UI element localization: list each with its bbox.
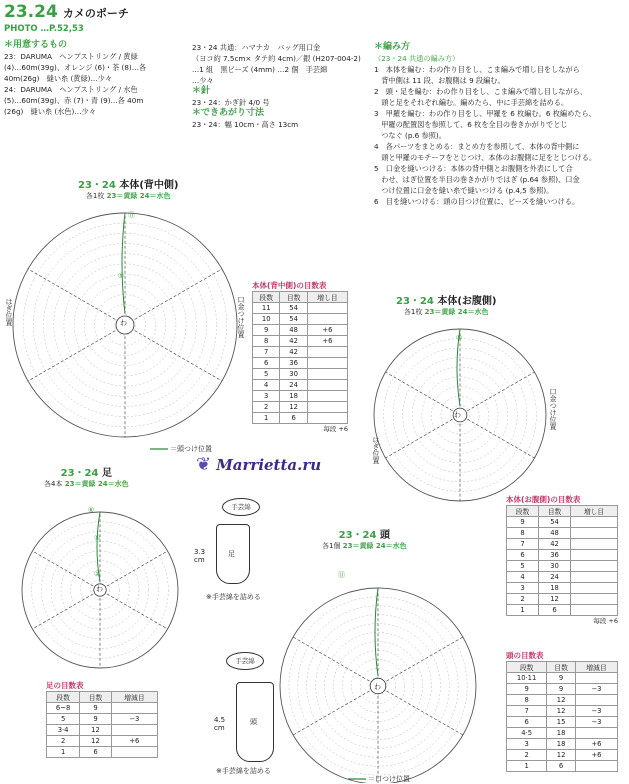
table-row: [507, 583, 618, 594]
table-header: 増し目: [571, 506, 618, 517]
table-cell: 5: [253, 369, 280, 380]
finished-size: 23・24：幅 10cm・高さ 13cm: [192, 120, 299, 129]
table-cell: 12: [80, 736, 112, 747]
table-header: 段数: [507, 506, 539, 517]
table-cell: 9: [507, 517, 539, 528]
method-step: 甲羅の配置図を参照して、6 枚を全目の巻きかがりでとじ: [374, 120, 568, 129]
increase-spoke: [135, 331, 222, 381]
table-cell: 8: [507, 695, 547, 706]
table-row: [507, 561, 618, 572]
table-cell: [111, 725, 157, 736]
table-cell: 12: [280, 402, 307, 413]
table-cell: 9: [547, 673, 576, 684]
table-cell: [571, 528, 618, 539]
table-cell: 54: [539, 517, 571, 528]
back-count-table: [252, 291, 348, 424]
table-cell: −3: [575, 717, 617, 728]
table-cell: 30: [539, 561, 571, 572]
table-cell: 6: [539, 605, 571, 616]
site-logo: [196, 454, 321, 475]
increase-spoke: [32, 551, 93, 586]
head-stuffing-bubble: 手芸綿: [226, 652, 264, 670]
ring-label: わ: [454, 411, 461, 419]
belly-table-title: 本体(お腹側)の目数表: [506, 495, 581, 504]
table-cell: +6: [575, 739, 617, 750]
table-cell: 12: [547, 695, 576, 706]
table-cell: 12: [80, 725, 112, 736]
table-row: [253, 413, 348, 424]
butterfly-icon: ❦: [196, 454, 212, 475]
table-cell: [307, 347, 347, 358]
table-header: 目数: [547, 662, 576, 673]
head-table-title: 頭の目数表: [506, 651, 544, 660]
table-cell: 3·4: [47, 725, 80, 736]
table-cell: 9: [80, 714, 112, 725]
table-row: [253, 391, 348, 402]
increase-spoke: [386, 637, 462, 681]
method-step: 頭と甲羅のモチーフをとじつけ、本体のお腹側に足をとじつける。: [374, 153, 597, 162]
table-cell: [571, 561, 618, 572]
round-start-line: [122, 213, 125, 314]
materials-line: (4)…60m(39g)、オレンジ (6)・茶 (8)…各: [4, 63, 147, 72]
table-row: [47, 725, 158, 736]
table-row: [253, 325, 348, 336]
table-header: 増し目: [307, 292, 347, 303]
table-row: [47, 714, 158, 725]
table-cell: +6: [307, 336, 347, 347]
belly-count-table: [506, 505, 618, 616]
increase-spoke: [107, 551, 168, 586]
increase-spoke: [107, 594, 168, 629]
back-diagram-title: 23・24 本体(背中側) 各1枚 23＝黄緑 24＝水色: [78, 180, 179, 200]
round-mark: ①: [94, 570, 101, 578]
table-cell: [111, 703, 157, 714]
round-mark: ⑪: [128, 211, 135, 219]
materials-heading: ＊用意するもの: [4, 40, 68, 50]
head-count-table-block: [506, 650, 618, 772]
materials-line: 23：DARUMA ヘンプストリング / 黄緑: [4, 52, 138, 61]
common-line: …少々: [192, 76, 214, 85]
table-cell: 48: [280, 325, 307, 336]
back-count-table-block: [252, 280, 348, 433]
table-cell: 5: [507, 561, 539, 572]
merged-increase-note: 毎段 +6: [593, 617, 618, 625]
table-row: [507, 605, 618, 616]
foot-diagram-title: 23・24 足 各4本 23＝黄緑 24＝水色: [44, 468, 129, 488]
table-cell: 6~8: [47, 703, 80, 714]
photo-reference: PHOTO …P.52,53: [4, 24, 84, 34]
head-count-table: [506, 661, 618, 772]
table-cell: 4: [253, 380, 280, 391]
increase-spoke: [28, 331, 115, 381]
table-cell: 36: [539, 550, 571, 561]
table-cell: 2: [253, 402, 280, 413]
table-header: 目数: [80, 692, 112, 703]
table-row: [253, 336, 348, 347]
table-cell: [307, 391, 347, 402]
table-row: [253, 347, 348, 358]
table-row: [507, 539, 618, 550]
round-mark: ⑥: [88, 506, 95, 514]
table-cell: [571, 539, 618, 550]
head-cup-dimension: 4.5 cm: [214, 716, 226, 732]
table-header: 段数: [253, 292, 280, 303]
table-row: [253, 369, 348, 380]
increase-spoke: [386, 372, 453, 411]
table-cell: 9: [507, 684, 547, 695]
table-row: [507, 684, 618, 695]
table-cell: 1: [253, 413, 280, 424]
table-header: 目数: [280, 292, 307, 303]
head-cup-note: ※手芸綿を詰める: [216, 767, 271, 775]
table-cell: [111, 747, 157, 758]
method-subheading: （23・24 共通の編み方）: [374, 54, 460, 63]
method-step: 3 甲羅を編む：わの作り目をし、甲羅を 6 枚編む。6 枚編めたら、: [374, 109, 596, 118]
table-cell: 6: [80, 747, 112, 758]
pattern-number: 23.24: [4, 2, 58, 22]
method-step: 背中側は 11 段、お腹側は 9 段編む。: [374, 76, 505, 85]
foot-stuffing-bubble: 手芸綿: [222, 498, 260, 516]
table-cell: 7: [253, 347, 280, 358]
table-cell: [307, 402, 347, 413]
back-clasp-label: 口金つけ位置: [237, 296, 245, 338]
table-cell: [571, 583, 618, 594]
belly-seam-label: はぎ位置: [372, 436, 380, 464]
foot-cup-dimension: 3.3 cm: [194, 548, 206, 564]
table-cell: −3: [111, 714, 157, 725]
increase-spoke: [293, 637, 369, 681]
foot-stuffing-cup: [216, 524, 250, 584]
table-cell: 6: [547, 761, 576, 772]
common-line: 23・24 共通：ハマナカ バッグ用口金: [192, 43, 321, 52]
table-cell: [307, 413, 347, 424]
table-cell: 30: [280, 369, 307, 380]
table-cell: 18: [280, 391, 307, 402]
table-cell: [307, 369, 347, 380]
hook-size: 23・24：かぎ針 4/0 号: [192, 98, 270, 107]
table-cell: 18: [547, 728, 576, 739]
method-step: 2 頭・足を編む：わの作り目をし、こま編みで増し目しながら、: [374, 87, 588, 96]
table-cell: +6: [575, 750, 617, 761]
table-cell: 6: [507, 717, 547, 728]
increase-spoke: [467, 372, 534, 411]
method-step: つけ位置に口金を縫い糸で縫いつける (p.4,5 参照)。: [374, 186, 554, 195]
table-cell: 1: [507, 605, 539, 616]
table-cell: [571, 550, 618, 561]
table-cell: 42: [280, 336, 307, 347]
belly-count-table-block: [506, 494, 618, 625]
table-header: 段数: [47, 692, 80, 703]
method-heading: ＊編み方: [374, 42, 411, 52]
table-cell: [571, 572, 618, 583]
size-heading: ＊できあがり寸法: [192, 108, 265, 118]
table-row: [253, 402, 348, 413]
table-row: [507, 750, 618, 761]
table-row: [507, 673, 618, 684]
method-step: わせ、はぎ位置を半目の巻きかがりではぎ (p.64 参照)、口金: [374, 175, 580, 184]
table-cell: 12: [547, 750, 576, 761]
table-cell: 6: [507, 550, 539, 561]
round-mark: ⑤: [94, 534, 101, 542]
table-header: 目数: [539, 506, 571, 517]
table-cell: 2: [507, 750, 547, 761]
method-step: つなぐ (p.6 参照)。: [374, 131, 446, 140]
table-row: [507, 517, 618, 528]
common-line: …1 組 黒ビーズ (4mm) …2 個 手芸綿: [192, 65, 328, 74]
table-cell: 6: [253, 358, 280, 369]
table-cell: 18: [547, 739, 576, 750]
table-cell: 9: [253, 325, 280, 336]
belly-clasp-label: 口金つけ位置: [549, 388, 557, 430]
table-cell: 36: [280, 358, 307, 369]
foot-count-table: [46, 691, 158, 758]
table-row: [253, 380, 348, 391]
table-cell: +6: [111, 736, 157, 747]
table-cell: 9: [80, 703, 112, 714]
table-cell: 1: [47, 747, 80, 758]
table-cell: 3: [253, 391, 280, 402]
table-header: 増減目: [575, 662, 617, 673]
common-line: （ヨコ約 7.5cm× タテ約 4cm)／銀 (H207-004-2): [192, 54, 361, 63]
table-cell: [307, 303, 347, 314]
round-mark: ⑪: [338, 571, 345, 579]
table-row: [253, 303, 348, 314]
table-cell: 54: [280, 303, 307, 314]
table-cell: 9: [547, 684, 576, 695]
foot-table-title: 足の目数表: [46, 681, 84, 690]
table-row: [507, 728, 618, 739]
table-cell: 5: [47, 714, 80, 725]
materials-line: 24：DARUMA ヘンプストリング / 水色: [4, 85, 138, 94]
table-cell: 12: [547, 706, 576, 717]
table-row: [507, 739, 618, 750]
method-step: 頭と足をそれぞれ編む。編めたら、中に手芸綿を詰める。: [374, 98, 569, 107]
belly-diagram-title: 23・24 本体(お腹側) 各1枚 23＝黄緑 24＝水色: [396, 296, 497, 316]
table-row: [507, 695, 618, 706]
head-position-note: ＝頭つけ位置: [170, 445, 212, 453]
table-row: [47, 736, 158, 747]
table-cell: +6: [307, 325, 347, 336]
table-cell: 10: [253, 314, 280, 325]
foot-cup-note: ※手芸綿を詰める: [206, 593, 261, 601]
table-cell: [307, 314, 347, 325]
table-row: [507, 528, 618, 539]
head-diagram-title: 23・24 頭 各1個 23＝黄緑 24＝水色: [322, 530, 407, 550]
increase-spoke: [32, 594, 93, 629]
table-cell: [575, 761, 617, 772]
table-cell: 2: [47, 736, 80, 747]
head-stuffing-cup: [236, 682, 274, 762]
table-cell: −3: [575, 684, 617, 695]
method-step: 6 目を縫いつける：頭の目つけ位置に、ビーズを縫いつける。: [374, 197, 580, 206]
mouth-position-note: ＝口つけ位置: [368, 775, 410, 783]
merged-increase-note: 毎段 +6: [323, 425, 348, 433]
foot-count-table-block: [46, 680, 158, 758]
back-seam-label: はぎ位置: [5, 298, 13, 326]
table-header: 増減目: [111, 692, 157, 703]
table-cell: 24: [280, 380, 307, 391]
increase-spoke: [293, 691, 369, 735]
table-row: [507, 761, 618, 772]
table-cell: [307, 380, 347, 391]
table-cell: 8: [507, 528, 539, 539]
table-cell: [575, 728, 617, 739]
table-header: 段数: [507, 662, 547, 673]
round-mark: ⑤: [118, 272, 125, 280]
site-logo-text: Marrietta.ru: [216, 456, 322, 474]
round-mark: ⑨: [456, 334, 463, 342]
table-row: [507, 572, 618, 583]
table-cell: 7: [507, 539, 539, 550]
method-step: 4 各パーツをまとめる：まとめ方を参照して、本体の背中側に: [374, 142, 580, 151]
method-step: 5 口金を縫いつける：本体の背中側とお腹側を外表にして合: [374, 164, 573, 173]
table-row: [253, 314, 348, 325]
table-cell: [571, 594, 618, 605]
increase-spoke: [28, 269, 115, 319]
table-cell: 18: [539, 583, 571, 594]
table-cell: 3: [507, 583, 539, 594]
table-cell: [571, 605, 618, 616]
table-cell: 12: [539, 594, 571, 605]
table-cell: 11: [253, 303, 280, 314]
table-cell: 42: [539, 539, 571, 550]
table-cell: 3: [507, 739, 547, 750]
table-row: [47, 747, 158, 758]
table-cell: 1: [507, 761, 547, 772]
table-cell: 54: [280, 314, 307, 325]
table-cell: 42: [280, 347, 307, 358]
method-step: 1 本体を編む：わの作り目をし、こま編みで増し目をしながら: [374, 65, 580, 74]
table-cell: −3: [575, 706, 617, 717]
materials-line: (5)…60m(39g)、赤 (7)・青 (9)…各 40m: [4, 96, 144, 105]
increase-spoke: [386, 691, 462, 735]
ring-label: わ: [120, 319, 127, 327]
table-cell: 15: [547, 717, 576, 728]
table-cell: 2: [507, 594, 539, 605]
hook-heading: ＊針: [192, 86, 211, 96]
table-row: [253, 358, 348, 369]
foot-cup-label: 足: [228, 550, 235, 558]
increase-spoke: [135, 269, 222, 319]
increase-spoke: [386, 419, 453, 458]
ring-label: わ: [374, 683, 381, 691]
table-cell: [571, 517, 618, 528]
table-row: [507, 550, 618, 561]
table-cell: 24: [539, 572, 571, 583]
back-table-title: 本体(背中側)の目数表: [252, 281, 327, 290]
materials-line: 40m(26g) 縫い糸 (黄緑)…少々: [4, 74, 113, 83]
table-cell: 10·11: [507, 673, 547, 684]
table-cell: 7: [507, 706, 547, 717]
increase-spoke: [467, 419, 534, 458]
table-cell: 6: [280, 413, 307, 424]
table-cell: 4: [507, 572, 539, 583]
table-row: [47, 703, 158, 714]
head-cup-label: 頭: [250, 718, 257, 726]
table-cell: [575, 673, 617, 684]
table-cell: 8: [253, 336, 280, 347]
table-cell: 4·5: [507, 728, 547, 739]
table-row: [507, 706, 618, 717]
table-cell: 48: [539, 528, 571, 539]
table-cell: [307, 358, 347, 369]
table-cell: [575, 695, 617, 706]
ring-label: わ: [96, 585, 103, 593]
pattern-title: カメのポーチ: [62, 7, 129, 20]
table-row: [507, 594, 618, 605]
round-start-line: [375, 588, 378, 676]
materials-line: (26g) 縫い糸 (水色)…少々: [4, 107, 96, 116]
table-row: [507, 717, 618, 728]
